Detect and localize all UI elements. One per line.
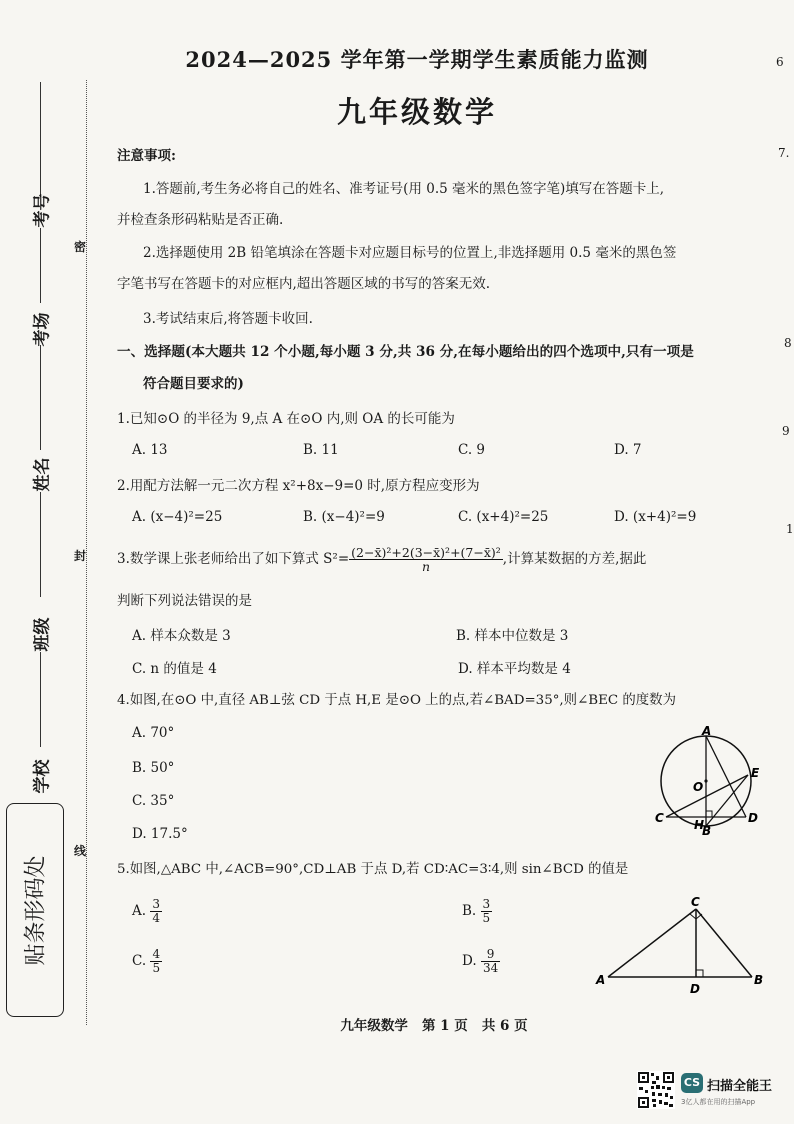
notes-item-2-line-2: 字笔书写在答题卡的对应框内,超出答题区域的书写的答案无效. xyxy=(117,276,491,292)
q5-option-d-denominator: 34 xyxy=(482,961,499,975)
q3-formula-denominator: n xyxy=(421,559,430,574)
seal-char-mi: 密 xyxy=(74,236,86,257)
notes-heading: 注意事项: xyxy=(117,148,176,164)
q5-option-b-label: B. xyxy=(462,903,477,919)
q3-stem-start: 3.数学课上张老师给出了如下算式 S²= xyxy=(117,551,350,567)
q3-option-c: C. n 的值是 4 xyxy=(132,661,217,677)
notes-item-3: 3.考试结束后,将答题卡收回. xyxy=(143,311,313,327)
q4-option-d: D. 17.5° xyxy=(132,826,188,842)
q5-option-d-fraction xyxy=(481,948,500,975)
scanner-tagline: 3亿人都在用的扫描App xyxy=(681,1098,756,1106)
section-1-heading: 一、选择题(本大题共 12 个小题,每小题 3 分,共 36 分,在每小题给出的四个选项中,只有一项是 xyxy=(117,344,694,360)
q1-stem: 1.已知⊙O 的半径为 9,点 A 在⊙O 内,则 OA 的长可能为 xyxy=(117,411,455,427)
q5-label-b: B xyxy=(754,973,764,987)
margin-number: 9 xyxy=(782,424,790,438)
sidebar-line-4 xyxy=(40,492,41,597)
q5-option-a-denominator: 4 xyxy=(152,911,160,925)
q4-label-o: O xyxy=(693,780,704,794)
margin-number: 8 xyxy=(784,336,792,350)
q4-option-c: C. 35° xyxy=(132,793,175,809)
q2-option-b: B. (x−4)²=9 xyxy=(303,509,385,525)
q3-stem-line-2: 判断下列说法错误的是 xyxy=(117,593,252,609)
q2-option-d: D. (x+4)²=9 xyxy=(614,509,697,525)
q4-segment-ad xyxy=(706,736,746,817)
exam-title: 2024—2025 学年第一学期学生素质能力监测 xyxy=(185,47,649,72)
q1-option-b: B. 11 xyxy=(303,442,339,458)
q5-option-b-fraction xyxy=(481,898,493,925)
q5-option-c-numerator: 4 xyxy=(152,947,161,961)
label-exam-number: 考号 xyxy=(32,193,53,228)
margin-number: 1 xyxy=(786,522,794,536)
q3-stem-end: ,计算某数据的方差,据此 xyxy=(502,551,647,567)
q5-option-c-label: C. xyxy=(132,953,147,969)
q2-stem: 2.用配方法解一元二次方程 x²+8x−9=0 时,原方程应变形为 xyxy=(117,478,480,494)
q3-option-a: A. 样本众数是 3 xyxy=(132,628,231,644)
seal-dotted-line xyxy=(86,80,87,1025)
sidebar-line-2 xyxy=(40,228,41,303)
q5-option-a xyxy=(132,898,162,925)
qr-code-icon xyxy=(637,1071,675,1109)
q5-figure xyxy=(590,892,775,1002)
notes-item-1-line-2: 并检查条形码粘贴是否正确. xyxy=(117,212,284,228)
q4-label-h: H xyxy=(694,818,705,832)
seal-char-feng: 封 xyxy=(74,545,86,566)
q4-label-c: C xyxy=(655,811,664,825)
notes-item-1-line-1: 1.答题前,考生务必将自己的姓名、准考证号(用 0.5 毫米的黑色签字笔)填写在答题卡上, xyxy=(143,181,665,197)
label-school: 学校 xyxy=(32,759,53,794)
q3-formula xyxy=(349,546,503,573)
q5-option-d xyxy=(462,948,500,975)
q5-option-d-numerator: 9 xyxy=(481,948,500,962)
label-class: 班级 xyxy=(32,617,53,652)
q5-stem: 5.如图,△ABC 中,∠ACB=90°,CD⊥AB 于点 D,若 CD∶AC=3∶4,则 sin∠BCD 的值是 xyxy=(117,862,629,877)
seal-char-xian: 线 xyxy=(74,840,86,861)
q5-option-a-label: A. xyxy=(132,903,147,919)
q4-label-e: E xyxy=(751,766,760,780)
sidebar-line-5 xyxy=(40,652,41,747)
q5-option-a-fraction xyxy=(150,898,162,925)
q2-option-a: A. (x−4)²=25 xyxy=(132,509,223,525)
q4-right-angle-mark xyxy=(706,811,712,817)
q1-option-c: C. 9 xyxy=(458,442,486,458)
q5-option-b xyxy=(462,898,492,925)
q5-right-angle-mark-d xyxy=(696,970,703,977)
exam-subject: 九年级数学 xyxy=(336,95,497,129)
q5-option-a-numerator: 3 xyxy=(152,897,160,911)
q4-figure xyxy=(650,725,770,835)
q5-option-c-denominator: 5 xyxy=(152,961,161,975)
q5-option-c xyxy=(132,948,162,975)
q3-formula-numerator: (2−x̄)²+2(3−x̄)²+(7−x̄)² xyxy=(351,545,501,560)
q5-option-d-label: D. xyxy=(462,953,477,969)
q4-segment-be xyxy=(706,775,748,826)
q4-stem: 4.如图,在⊙O 中,直径 AB⊥弦 CD 于点 H,E 是⊙O 上的点,若∠BAD=35°,则∠BEC 的度数为 xyxy=(117,693,676,708)
barcode-box-label: 贴条形码处 xyxy=(23,855,49,966)
scanner-brand: 扫描全能王 xyxy=(707,1079,773,1094)
q4-center-point xyxy=(704,779,707,782)
margin-number: 6 xyxy=(776,55,784,69)
q5-option-b-numerator: 3 xyxy=(482,897,491,911)
q5-label-d: D xyxy=(690,982,700,996)
label-exam-room: 考场 xyxy=(32,312,53,347)
section-1-heading-cont: 符合题目要求的) xyxy=(143,376,244,392)
q5-side-ac xyxy=(608,909,696,977)
q4-option-a: A. 70° xyxy=(132,725,175,741)
sidebar-line-3 xyxy=(40,345,41,450)
notes-item-2-line-1: 2.选择题使用 2B 铅笔填涂在答题卡对应题目标号的位置上,非选择题用 0.5 毫米的黑色签 xyxy=(143,245,677,261)
label-name: 姓名 xyxy=(32,457,53,492)
margin-number: 7. xyxy=(778,146,790,160)
q5-label-a: A xyxy=(596,973,606,987)
q3-option-b: B. 样本中位数是 3 xyxy=(456,628,569,644)
scanner-logo-icon: CS xyxy=(681,1073,703,1093)
q5-side-bc xyxy=(696,909,752,977)
q5-option-b-denominator: 5 xyxy=(482,911,491,925)
q4-option-b: B. 50° xyxy=(132,760,175,776)
q3-option-d: D. 样本平均数是 4 xyxy=(458,661,571,677)
q4-label-b: B xyxy=(702,824,712,835)
q2-option-c: C. (x+4)²=25 xyxy=(458,509,549,525)
q3-stem xyxy=(117,542,646,576)
q5-option-c-fraction xyxy=(150,948,162,975)
q4-label-a: A xyxy=(702,725,712,738)
q4-label-d: D xyxy=(748,811,758,825)
q1-option-a: A. 13 xyxy=(132,442,168,458)
page-footer: 九年级数学 第 1 页 共 6 页 xyxy=(340,1018,528,1034)
q1-option-d: D. 7 xyxy=(614,442,642,458)
q5-label-c: C xyxy=(691,895,700,909)
